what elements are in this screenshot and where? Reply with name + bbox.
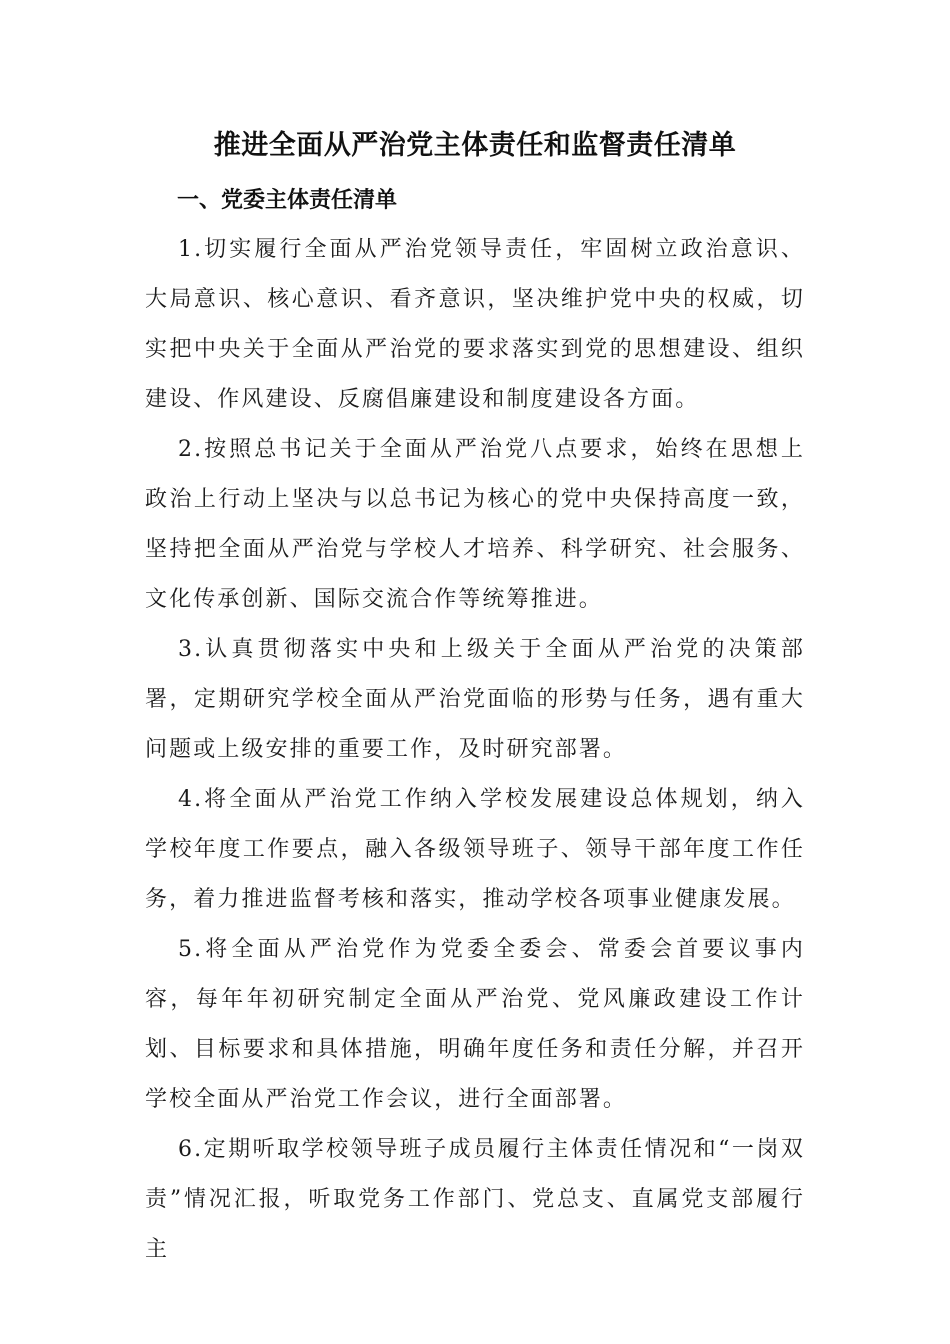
document-title: 推进全面从严治党主体责任和监督责任清单 xyxy=(213,130,737,161)
paragraph-1: 1.切实履行全面从严治党领导责任，牢固树立政治意识、大局意识、核心意识、看齐意识，坚决维护党中央的权威，切实把中央关于全面从严治党的要求落实到党的思想建设、组织建设、作风建设、反腐倡廉建设和制度建设各方面。 xyxy=(145,237,805,412)
paragraph-2: 2.按照总书记关于全面从严治党八点要求，始终在思想上政治上行动上坚决与以总书记为核心的党中央保持高度一致，坚持把全面从严治党与学校人才培养、科学研究、社会服务、文化传承创新、国际交流合作等统筹推进。 xyxy=(145,437,805,612)
paragraph-3: 3.认真贯彻落实中央和上级关于全面从严治党的决策部署，定期研究学校全面从严治党面临的形势与任务，遇有重大问题或上级安排的重要工作，及时研究部署。 xyxy=(145,637,805,762)
paragraph-4: 4.将全面从严治党工作纳入学校发展建设总体规划，纳入学校年度工作要点，融入各级领导班子、领导干部年度工作任务，着力推进监督考核和落实，推动学校各项事业健康发展。 xyxy=(145,787,805,912)
paragraph-5: 5.将全面从严治党作为党委全委会、常委会首要议事内容，每年年初研究制定全面从严治党、党风廉政建设工作计划、目标要求和具体措施，明确年度任务和责任分解，并召开学校全面从严治党工作会议，进行全面部署。 xyxy=(145,937,805,1112)
document-body xyxy=(145,225,805,1275)
section-heading: 一、党委主体责任清单 xyxy=(177,188,398,213)
paragraph-6: 6.定期听取学校领导班子成员履行主体责任情况和“一岗双责”情况汇报，听取党务工作部门、党总支、直属党支部履行主 xyxy=(145,1137,805,1262)
